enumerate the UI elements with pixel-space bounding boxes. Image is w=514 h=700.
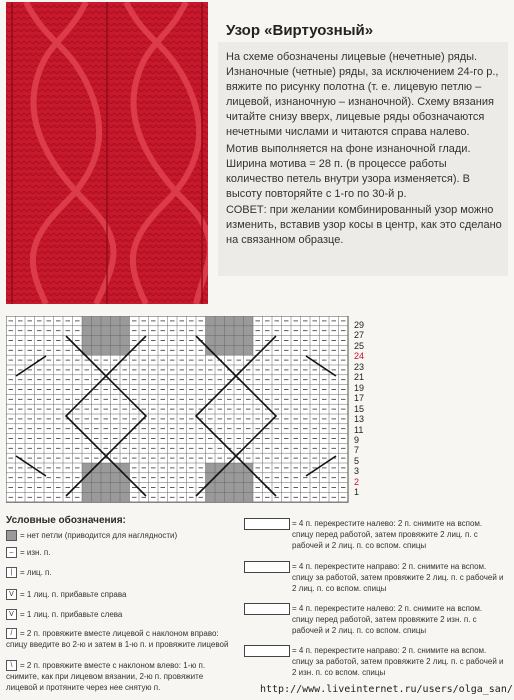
no-stitch-icon xyxy=(6,530,17,541)
decrease-left-icon: \ xyxy=(6,660,17,671)
legend-item-cable-right-purl: = 4 п. перекрестите направо: 2 п. снимите на вспом. спицу за работой, затем провяжите 2 лиц. п. с рабочей и 2 изн. п. со вспом. спицы xyxy=(292,646,504,677)
row-number: 5 xyxy=(354,455,360,466)
row-number: 19 xyxy=(354,382,365,393)
row-number: 27 xyxy=(354,330,365,341)
pattern-title: Узор «Виртуозный» xyxy=(226,22,374,39)
legend-item-increase-right: V = 1 лиц. п. прибавьте справа xyxy=(6,589,236,600)
row-number: 13 xyxy=(354,414,365,425)
row-number: 3 xyxy=(354,466,360,477)
row-number: 11 xyxy=(354,424,364,435)
legend-title: Условные обозначения: xyxy=(6,515,126,526)
row-number: 15 xyxy=(354,403,365,414)
decrease-right-icon: / xyxy=(6,628,17,639)
row-number: 2 xyxy=(354,476,360,487)
cable-right-purl-icon xyxy=(244,645,290,657)
motif-paragraph: Мотив выполняется на фоне изнаночной глади. Ширина мотива = 28 п. (в процессе работы количество петель внутри узора изменяется). В высоту повторяйте с 1-го по 30-й р. xyxy=(226,143,471,200)
knit-sample-photo xyxy=(6,2,208,304)
legend-item-k2tog-left: \ = 2 п. провяжите вместе с наклоном влево: 1-ю п. снимите, как при лицевом вязании, 2-ю п. провяжите лицевой и протяните через нее снятую п. xyxy=(6,661,206,693)
row-number: 25 xyxy=(354,340,365,351)
legend-item-purl: – = изн. п. xyxy=(6,547,236,558)
row-number: 1 xyxy=(354,487,360,498)
purl-icon: – xyxy=(6,547,17,558)
row-number: 17 xyxy=(354,393,365,404)
row-number: 7 xyxy=(354,445,360,456)
legend-item-no-stitch: = нет петли (приводится для наглядности) xyxy=(6,530,236,541)
source-url: http://www.liveinternet.ru/users/olga_san/ xyxy=(260,684,513,695)
knit-icon: | xyxy=(6,567,17,578)
increase-right-icon: V xyxy=(6,589,17,600)
legend-item-cable-left-knit: = 4 п. перекрестите налево: 2 п. снимите на вспом. спицу перед работой, затем провяжите 2 лиц. п. с рабочей и 2 лиц. п. со вспом. спицы xyxy=(292,519,483,550)
increase-left-icon: V xyxy=(6,609,17,620)
legend-item-cable-left-purl: = 4 п. перекрестите налево: 2 п. снимите на вспом. спицу перед работой, затем провяжите 2 изн. п. с рабочей и 2 лиц. п. со вспом. спицы xyxy=(292,604,483,635)
legend-item-increase-left: V = 1 лиц. п. прибавьте слева xyxy=(6,609,236,620)
row-number: 24 xyxy=(354,351,365,362)
row-number: 21 xyxy=(354,372,365,383)
cable-right-knit-icon xyxy=(244,561,290,573)
row-number: 29 xyxy=(354,320,365,330)
tip-paragraph: СОВЕТ: при желании комбинированный узор можно изменить, вставив узор косы в центр, как это сделано на связанном образце. xyxy=(226,204,502,246)
description-paragraph: На схеме обозначены лицевые (нечетные) ряды. Изнаночные (четные) ряды, за исключением 24-го р., вяжите по рисунку полотна (т. е. лицевую петлю – лицевой, изнаночную – изнаночной). Схему вязания читайте снизу вверх, лицевые ряды обозначаются нечетными числами и читаются справа налево. xyxy=(226,51,499,138)
cable-left-purl-icon xyxy=(244,603,290,615)
cable-left-knit-icon xyxy=(244,518,290,530)
row-number: 23 xyxy=(354,361,365,372)
legend-item-knit: | = лиц. п. xyxy=(6,567,236,578)
row-number: 9 xyxy=(354,434,360,445)
legend-item-k2tog-right: / = 2 п. провяжите вместе лицевой с наклоном вправо: спицу введите во 2-ю и затем в 1-ю п. и провяжите лицевой xyxy=(6,629,229,650)
knitting-chart xyxy=(6,316,350,509)
chart-grid xyxy=(6,316,350,504)
legend-item-cable-right-knit: = 4 п. перекрестите направо: 2 п. снимите на вспом. спицу за работой, затем провяжите 2 лиц. п. с рабочей и 2 лиц. п. со вспом. спицы xyxy=(292,562,504,593)
